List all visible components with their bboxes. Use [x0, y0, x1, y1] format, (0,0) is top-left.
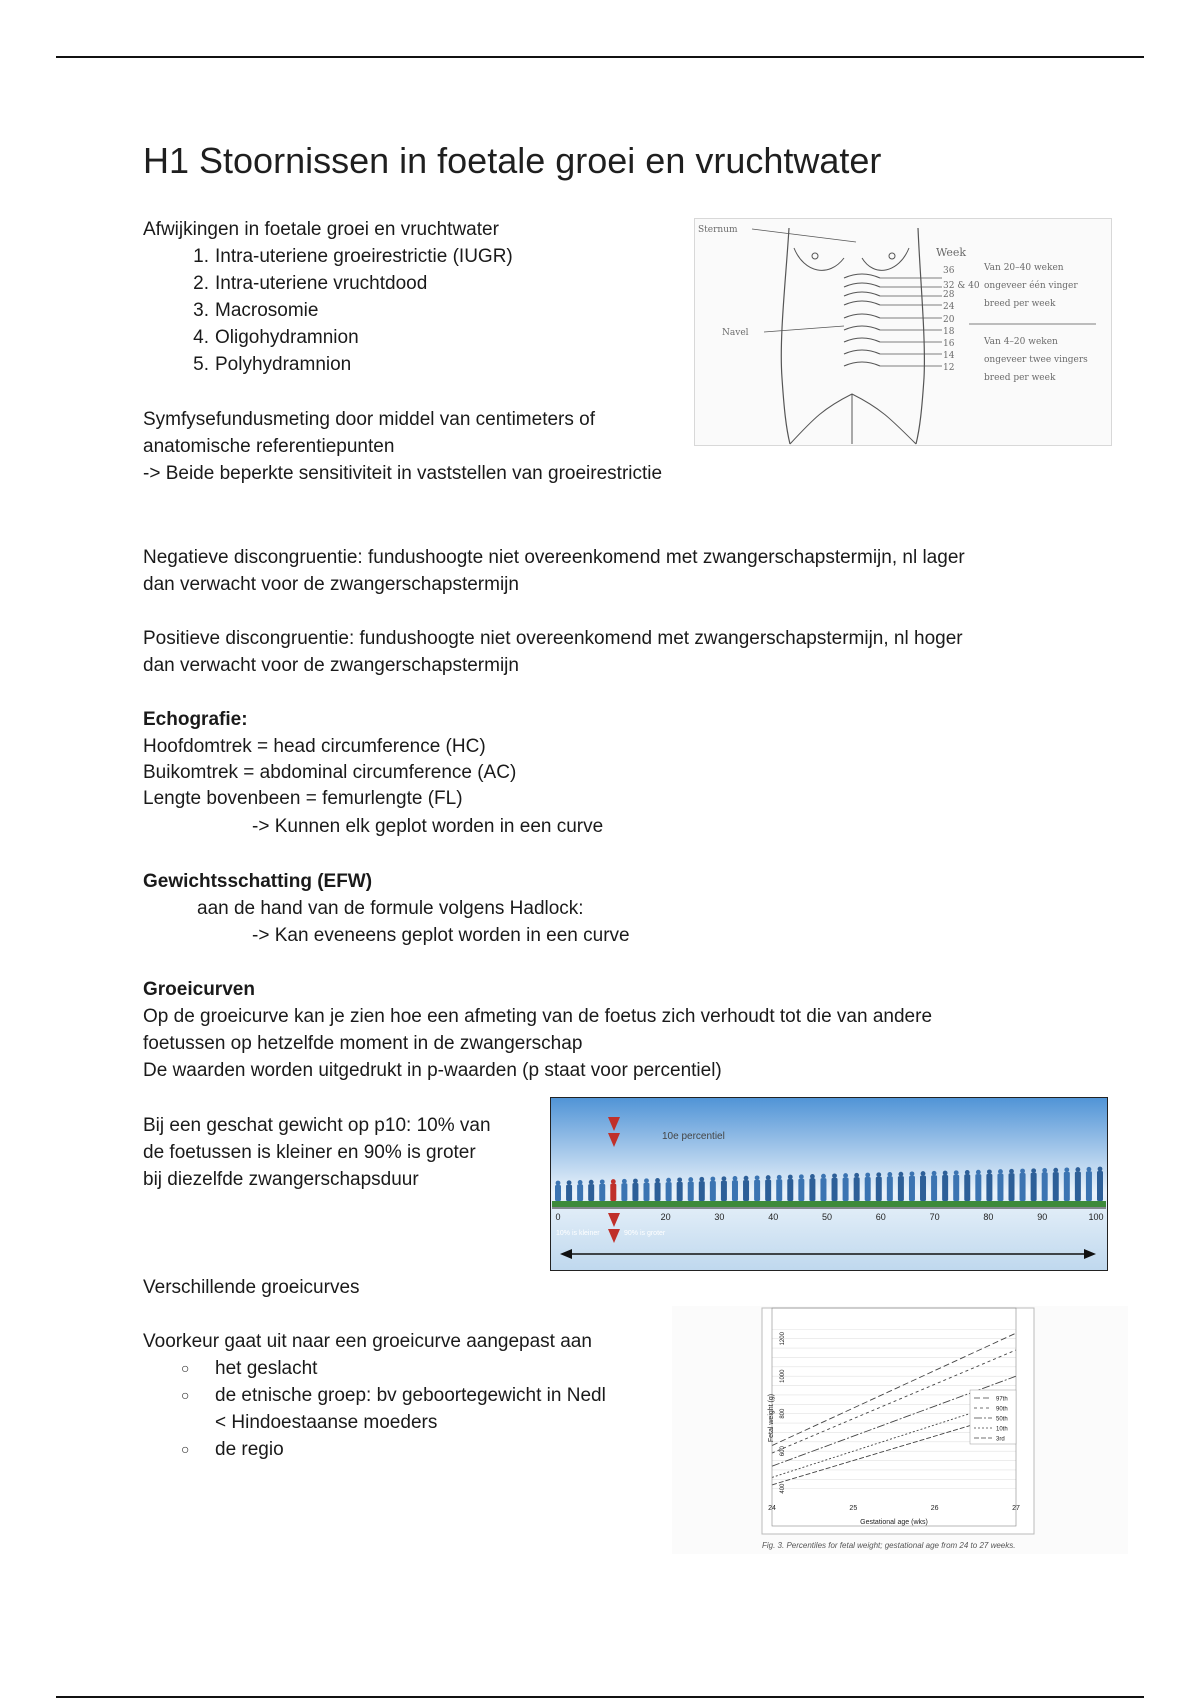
- groeicurven-line-3: De waarden worden uitgedrukt in p-waarden (p staat voor percentiel): [143, 1060, 722, 1081]
- week-label: 12: [943, 363, 955, 373]
- legend-label: 90th: [996, 1406, 1008, 1413]
- fetus-figure: [997, 1169, 1003, 1201]
- note-lower-line: ongeveer twee vingers: [984, 355, 1088, 365]
- growth-chart: [672, 1306, 1128, 1554]
- note-upper-line: Van 20–40 weken: [984, 263, 1064, 273]
- list-item: 4. Oligohydramnion: [193, 327, 359, 348]
- fetus-figure: [1097, 1167, 1103, 1201]
- echografie-line-1: Hoofdomtrek = head circumference (HC): [143, 736, 486, 757]
- fetus-figure: [577, 1180, 583, 1201]
- fetus-figure: [632, 1179, 638, 1201]
- echografie-line-2: Buikomtrek = abdominal circumference (AC): [143, 762, 517, 783]
- fetus-figure: [1064, 1167, 1070, 1201]
- left-label: 10% is kleiner: [556, 1230, 600, 1237]
- fetus-figure: [555, 1181, 561, 1201]
- percentile-label: 10e percentiel: [662, 1131, 725, 1142]
- list-item: ○ de regio: [181, 1439, 284, 1460]
- fetus-figure: [610, 1179, 616, 1201]
- percentile-tick-label: 30: [714, 1212, 725, 1222]
- echografie-line-4: -> Kunnen elk geplot worden in een curve: [252, 816, 604, 837]
- week-label: 32 & 40: [943, 281, 980, 291]
- note-lower-line: breed per week: [984, 373, 1056, 383]
- echografie-heading: Echografie:: [143, 709, 248, 730]
- symfyse-line-2: anatomische referentiepunten: [143, 436, 395, 457]
- bottom-rule: [56, 1696, 1144, 1698]
- percentile-tick-label: 50: [821, 1212, 833, 1222]
- percentile-tick-label: 20: [660, 1212, 671, 1222]
- fundus-height-figure: [694, 218, 1112, 446]
- legend-label: 50th: [996, 1416, 1008, 1423]
- legend-label: 97th: [996, 1396, 1008, 1403]
- percentile-tick-label: 0: [555, 1212, 561, 1222]
- intro-heading: Afwijkingen in foetale groei en vruchtwater: [143, 219, 499, 240]
- gewicht-line-2: -> Kan eveneens geplot worden in een curve: [252, 925, 630, 946]
- fetus-figure: [942, 1171, 948, 1201]
- pos-discongruentie-2: dan verwacht voor de zwangerschapstermijn: [143, 655, 519, 676]
- verschillende-groeicurves: Verschillende groeicurves: [143, 1277, 360, 1298]
- list-item: ○ de etnische groep: bv geboortegewicht in Nedl < Hindoestaanse moeders: [181, 1385, 606, 1433]
- pos-discongruentie-1: Positieve discongruentie: fundushoogte niet overeenkomend met zwangerschapstermijn, nl hoger: [143, 628, 963, 649]
- x-tick-label: 24: [768, 1505, 776, 1512]
- symfyse-line-3: -> Beide beperkte sensitiviteit in vaststellen van groeirestrictie: [143, 463, 663, 484]
- legend-label: 3rd: [996, 1436, 1005, 1443]
- fetus-figure: [975, 1170, 981, 1201]
- fetus-figure: [566, 1180, 572, 1201]
- gewicht-heading: Gewichtsschatting (EFW): [143, 871, 373, 892]
- p10-line-1: Bij een geschat gewicht op p10: 10% van: [143, 1115, 491, 1136]
- note-upper-line: ongeveer één vinger: [984, 281, 1078, 291]
- right-label: 90% is groter: [624, 1230, 666, 1237]
- fetus-figure: [1075, 1167, 1081, 1201]
- percentile-tick-label: 80: [983, 1212, 994, 1222]
- fetus-figure: [643, 1178, 649, 1201]
- x-tick-label: 27: [1012, 1505, 1020, 1512]
- gewicht-line-1: aan de hand van de formule volgens Hadlock:: [197, 898, 584, 919]
- neg-discongruentie-2: dan verwacht voor de zwangerschapstermijn: [143, 574, 519, 595]
- afwijkingen-list: [143, 243, 513, 378]
- fetus-figure: [655, 1178, 661, 1201]
- echografie-line-3: Lengte bovenbeen = femurlengte (FL): [143, 788, 463, 809]
- fetus-figure: [599, 1179, 605, 1201]
- y-tick-label: 400: [780, 1483, 786, 1494]
- fetus-figure: [1031, 1168, 1037, 1201]
- fetus-figure: [964, 1170, 970, 1201]
- note-upper-line: breed per week: [984, 299, 1056, 309]
- y-tick-label: 600: [780, 1446, 786, 1457]
- fetus-figure: [1086, 1167, 1092, 1201]
- fetus-figure: [1020, 1169, 1026, 1201]
- voorkeur-list: [143, 1355, 606, 1463]
- fetus-figure: [1009, 1169, 1015, 1201]
- week-label: 36: [943, 266, 955, 276]
- chart-caption: Fig. 3. Percentiles for fetal weight; gestational age from 24 to 27 weeks.: [762, 1541, 1016, 1550]
- p10-line-2: de foetussen is kleiner en 90% is groter: [143, 1142, 476, 1163]
- week-label: 28: [943, 290, 955, 300]
- y-tick-label: 1200: [780, 1332, 786, 1346]
- list-item: 3. Macrosomie: [193, 300, 319, 321]
- week-label: 24: [943, 302, 955, 312]
- fetus-figure: [1053, 1168, 1059, 1201]
- percentile-tick-label: 40: [768, 1212, 779, 1222]
- percentile-figure: [550, 1097, 1108, 1271]
- groeicurven-heading: Groeicurven: [143, 979, 255, 1000]
- percentile-tick-label: 70: [929, 1212, 940, 1222]
- week-label: 14: [943, 351, 955, 361]
- label-sternum: Sternum: [698, 225, 738, 235]
- list-item: 1. Intra-uteriene groeirestrictie (IUGR): [193, 246, 513, 267]
- x-axis-label: Gestational age (wks): [860, 1519, 928, 1526]
- list-item: 2. Intra-uteriene vruchtdood: [193, 273, 428, 294]
- week-label: 20: [943, 315, 955, 325]
- percentile-tick-label: 100: [1088, 1212, 1104, 1222]
- fetus-figure: [621, 1179, 627, 1201]
- fetus-figure: [677, 1177, 683, 1201]
- y-tick-label: 1000: [780, 1369, 786, 1383]
- fetus-figure: [1042, 1168, 1048, 1201]
- note-lower-line: Van 4–20 weken: [984, 337, 1058, 347]
- p10-line-3: bij diezelfde zwangerschapsduur: [143, 1169, 419, 1190]
- y-tick-label: 800: [780, 1408, 786, 1419]
- voorkeur-heading: Voorkeur gaat uit naar een groeicurve aangepast aan: [143, 1331, 592, 1352]
- page-title: H1 Stoornissen in foetale groei en vruchtwater: [143, 140, 882, 181]
- symfyse-line-1: Symfysefundusmeting door middel van centimeters of: [143, 409, 595, 430]
- x-tick-label: 26: [930, 1505, 939, 1512]
- fetus-figure: [588, 1180, 594, 1201]
- x-tick-label: 25: [849, 1505, 858, 1512]
- label-week: Week: [936, 246, 967, 259]
- groeicurven-line-2: foetussen op hetzelfde moment in de zwangerschap: [143, 1033, 583, 1054]
- fetus-figure: [953, 1170, 959, 1201]
- y-axis-label: Fetal weight (g): [768, 1393, 775, 1443]
- fetus-figure: [986, 1169, 992, 1201]
- fetus-figure: [666, 1178, 672, 1201]
- top-rule: [56, 56, 1144, 58]
- groeicurven-line-1: Op de groeicurve kan je zien hoe een afmeting van de foetus zich verhoudt tot die van andere: [143, 1006, 933, 1027]
- neg-discongruentie-1: Negatieve discongruentie: fundushoogte niet overeenkomend met zwangerschapstermijn, nl lager: [143, 547, 965, 568]
- legend-label: 10th: [996, 1426, 1008, 1433]
- week-label: 18: [943, 327, 955, 337]
- list-item: ○ het geslacht: [181, 1358, 318, 1379]
- growth-chart-panel: [672, 1306, 1128, 1554]
- list-item: 5. Polyhydramnion: [193, 354, 352, 375]
- percentile-tick-label: 60: [875, 1212, 886, 1222]
- week-label: 16: [943, 339, 955, 349]
- percentile-tick-label: 90: [1037, 1212, 1048, 1222]
- label-navel: Navel: [722, 328, 749, 338]
